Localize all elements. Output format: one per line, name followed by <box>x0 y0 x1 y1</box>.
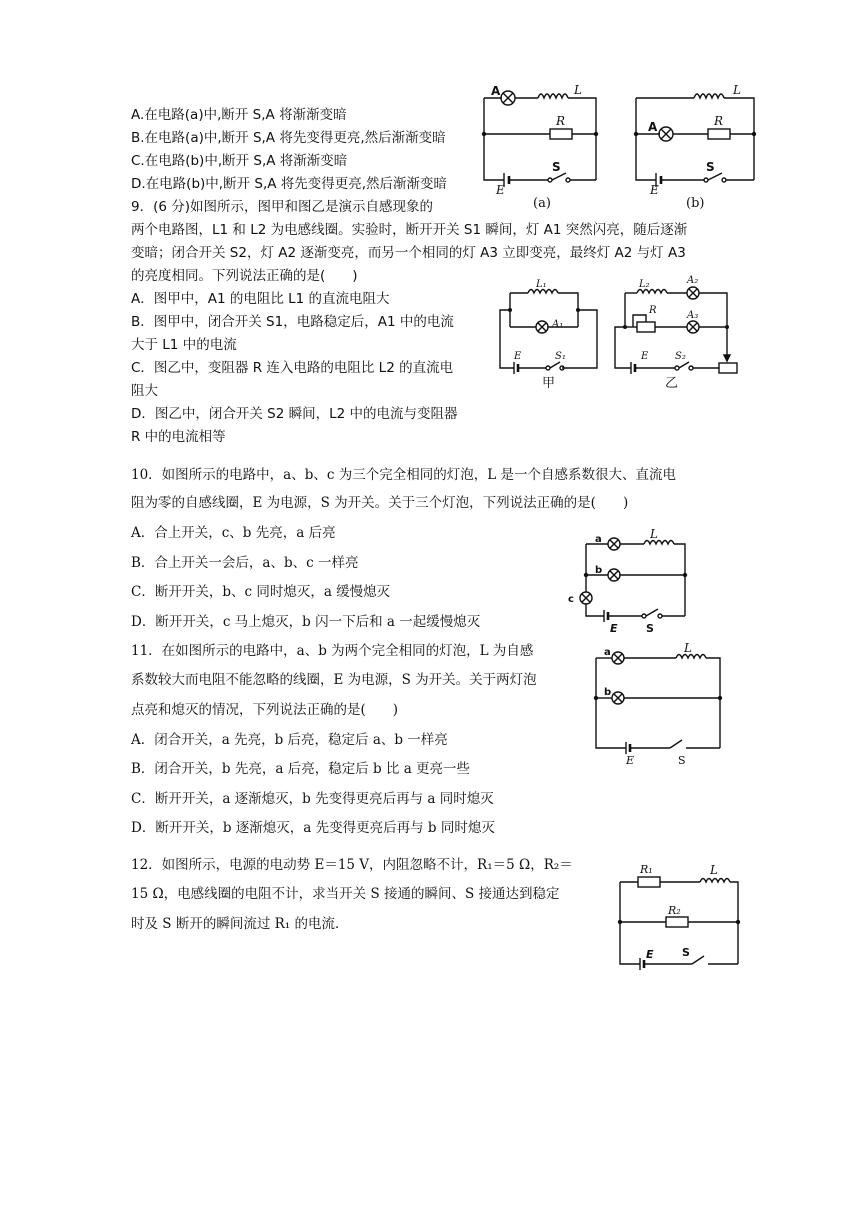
q8-option-b: B.在电路(a)中,断开 S,A 将先变得更亮,然后渐渐变暗 <box>131 130 446 146</box>
lamp-b-label: b <box>595 565 603 576</box>
q9-option-b: B．图甲中，闭合开关 S1，电路稳定后，A1 中的电流 <box>131 314 454 330</box>
q9-stem-line-1: 9．(6 分)如图所示，图甲和图乙是演示自感现象的 <box>131 199 434 215</box>
lamp-label: A₁ <box>552 319 564 330</box>
q10-option-a: A．合上开关，c、b 先亮，a 后亮 <box>131 525 336 541</box>
switch-label: S <box>706 160 715 174</box>
figure-caption: 乙 <box>665 376 679 391</box>
source-label: E <box>641 351 649 362</box>
switch-label: S₁ <box>555 351 566 362</box>
circuit-figure-jia <box>500 275 605 390</box>
r1-label: R₁ <box>640 863 653 876</box>
resistor-label: R <box>556 114 566 128</box>
q9-option-d: D．图乙中，闭合开关 S2 瞬间，L2 中的电流与变阻器 <box>131 406 458 422</box>
lamp-a-label: a <box>604 647 611 658</box>
q9-stem-line-2: 两个电路图，L1 和 L2 为电感线圈。实验时，断开开关 S1 瞬间，灯 A1 突然闪亮，随后逐渐 <box>131 222 688 238</box>
q11-option-d: D．断开开关，b 逐渐熄灭，a 先变得更亮后再与 b 同时熄灭 <box>131 820 495 836</box>
circuit-figure-yi <box>615 275 745 390</box>
q12-stem-line-3: 时及 S 断开的瞬间流过 R₁ 的电流． <box>131 916 349 932</box>
lamp-a3-label: A₃ <box>687 310 699 321</box>
resistor-label: R <box>714 114 724 128</box>
q11-stem-line-3: 点亮和熄灭的情况，下列说法正确的是( ) <box>131 702 399 718</box>
q11-stem-line-2: 系数较大而电阻不能忽略的线圈，E 为电源，S 为开关。关于两灯泡 <box>131 672 537 688</box>
q9-stem-line-3: 变暗；闭合开关 S2，灯 A2 逐渐变亮，而另一个相同的灯 A3 立即变亮，最终灯 A2 与灯 A3 <box>131 245 686 261</box>
q12-stem-line-1: 12．如图所示，电源的电动势 E＝15 V，内阻忽略不计，R₁＝5 Ω，R₂＝ <box>131 857 573 873</box>
figure-caption: 甲 <box>542 376 556 391</box>
circuit-figure-q10 <box>566 527 696 635</box>
lamp-b-label: b <box>604 687 612 698</box>
q10-option-c: C．断开开关，b、c 同时熄灭，a 缓慢熄灭 <box>131 584 391 600</box>
lamp-c-label: c <box>568 594 574 605</box>
r2-label: R₂ <box>668 904 681 917</box>
q9-option-b-cont: 大于 L1 中的电流 <box>131 337 237 353</box>
coil-label: L₂ <box>639 279 650 290</box>
lamp-a2-label: A₂ <box>687 275 699 286</box>
q10-option-b: B．合上开关一会后，a、b、c 一样亮 <box>131 555 359 571</box>
rheostat-label: R <box>649 305 657 316</box>
circuit-figure-q11 <box>590 640 725 765</box>
q11-option-c: C．断开开关，a 逐渐熄灭，b 先变得更亮后再与 a 同时熄灭 <box>131 791 494 807</box>
switch-label: S <box>682 946 690 959</box>
switch-label: S <box>646 622 654 635</box>
source-label: E <box>650 183 659 197</box>
source-label: E <box>610 622 618 635</box>
q8-option-d: D.在电路(b)中,断开 S,A 将先变得更亮,然后渐渐变暗 <box>131 176 448 192</box>
q10-stem-line-1: 10．如图所示的电路中，a、b、c 为三个完全相同的灯泡，L 是一个自感系数很大、直流电 <box>131 467 676 483</box>
circuit-figure-q12 <box>612 858 744 973</box>
coil-label: L <box>710 863 718 877</box>
source-label: E <box>496 183 505 197</box>
q11-stem-line-1: 11．在如图所示的电路中，a、b 为两个完全相同的灯泡，L 为自感 <box>131 643 534 659</box>
q8-option-a: A.在电路(a)中,断开 S,A 将渐渐变暗 <box>131 107 347 123</box>
source-label: E <box>626 754 635 767</box>
q9-option-c: C．图乙中，变阻器 R 连入电路的电阻比 L2 的直流电 <box>131 360 454 376</box>
coil-label: L₁ <box>536 279 547 290</box>
q11-option-b: B．闭合开关，b 先亮，a 后亮，稳定后 b 比 a 更亮一些 <box>131 761 471 777</box>
q11-option-a: A．闭合开关，a 先亮，b 后亮，稳定后 a、b 一样亮 <box>131 732 448 748</box>
coil-label: L <box>650 527 658 541</box>
q9-option-d-cont: R 中的电流相等 <box>131 429 226 445</box>
q8-option-c: C.在电路(b)中,断开 S,A 将渐渐变暗 <box>131 153 348 169</box>
q9-stem-line-4: 的亮度相同。下列说法正确的是( ) <box>131 268 358 284</box>
source-label: E <box>646 948 654 961</box>
switch-label: S <box>678 754 686 767</box>
switch-label: S₂ <box>675 351 686 362</box>
q9-option-a: A．图甲中，A1 的电阻比 L1 的直流电阻大 <box>131 291 390 307</box>
q9-option-c-cont: 阻大 <box>131 383 158 399</box>
circuit-figure-b <box>628 82 763 212</box>
coil-label: L <box>684 641 692 655</box>
source-label: E <box>514 351 522 362</box>
q12-stem-line-2: 15 Ω，电感线圈的电阻不计，求当开关 S 接通的瞬间、S 接通达到稳定 <box>131 886 560 902</box>
coil-label: L <box>733 83 741 97</box>
lamp-a-label: a <box>595 534 602 545</box>
lamp-label: A <box>491 84 501 98</box>
q10-stem-line-2: 阻为零的自感线圈，E 为电源，S 为开关。关于三个灯泡，下列说法正确的是( ) <box>131 495 629 511</box>
switch-label: S <box>552 160 561 174</box>
figure-caption: (a) <box>533 196 551 211</box>
circuit-figure-a <box>478 82 608 212</box>
figure-caption: (b) <box>686 196 705 211</box>
coil-label: L <box>574 83 582 97</box>
lamp-label: A <box>648 120 658 134</box>
q10-option-d: D．断开开关，c 马上熄灭，b 闪一下后和 a 一起缓慢熄灭 <box>131 614 481 630</box>
